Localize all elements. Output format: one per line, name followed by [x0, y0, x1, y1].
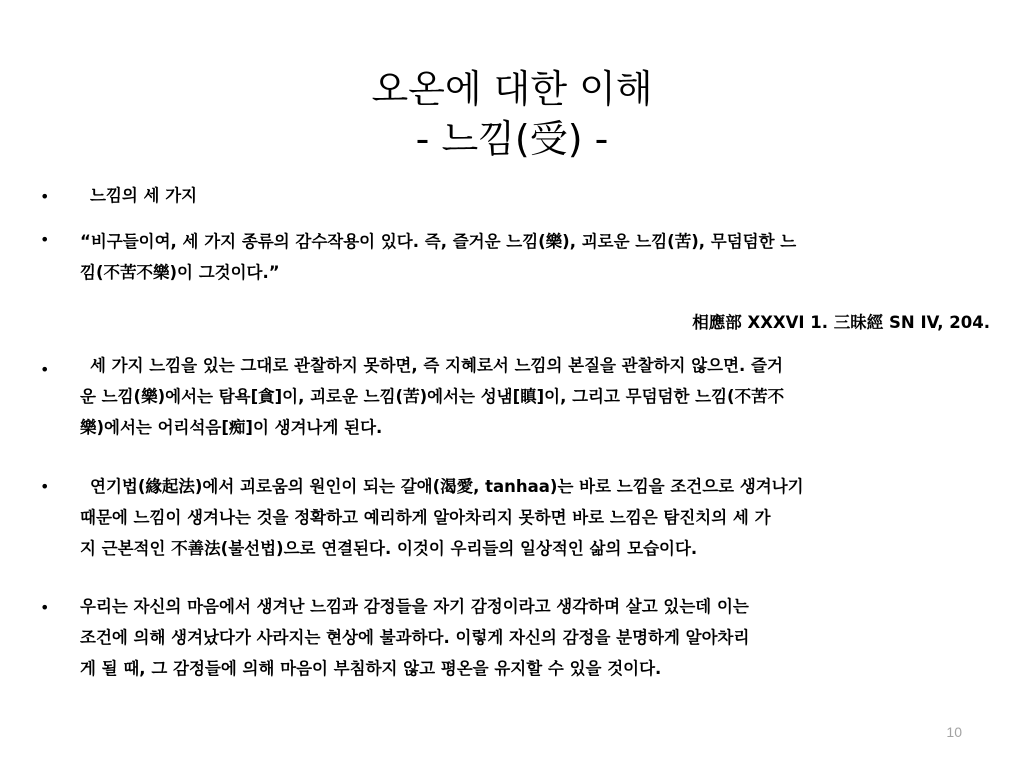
- bullet-marker: •: [40, 360, 50, 379]
- list-item: [80, 226, 992, 288]
- list-item-line: “비구들이여, 세 가지 종류의 감수작용이 있다. 즉, 즐거운 느낌(樂), 괴로운 느낌(苦), 무덤덤한 느: [80, 232, 797, 251]
- bullet-marker: •: [40, 477, 50, 496]
- bullet-marker: •: [40, 230, 50, 249]
- list-item-line: 우리는 자신의 마음에서 생겨난 느낌과 감정들을 자기 감정이라고 생각하며 살고 있는데 이는: [80, 597, 749, 616]
- list-item-line: 지 근본적인 不善法(불선법)으로 연결된다. 이것이 우리들의 일상적인 삶의 모습이다.: [80, 539, 698, 558]
- list-item-line: 느낌의 세 가지: [90, 186, 198, 205]
- bullet-marker: •: [40, 187, 50, 206]
- list-item: [80, 180, 1002, 211]
- list-item: [80, 471, 992, 564]
- slide-title: [0, 64, 1024, 164]
- list-item-line: 낌(不苦不樂)이 그것이다.”: [80, 263, 280, 282]
- list-item-line: 연기법(緣起法)에서 괴로움의 원인이 되는 갈애(渴愛, tanhaa)는 바로 느낌을 조건으로 생겨나기: [90, 477, 804, 496]
- list-item-line: 게 될 때, 그 감정들에 의해 마음이 부침하지 않고 평온을 유지할 수 있을 것이다.: [80, 659, 662, 678]
- list-item-line: 樂)에서는 어리석음[痴]이 생겨나게 된다.: [80, 418, 383, 437]
- list-item-line: 조건에 의해 생겨났다가 사라지는 현상에 불과하다. 이렇게 자신의 감정을 분명하게 알아차리: [80, 628, 750, 647]
- list-item-line: 세 가지 느낌을 있는 그대로 관찰하지 못하면, 즉 지혜로서 느낌의 본질을 관찰하지 않으면. 즐거: [90, 356, 783, 375]
- slide-title-line-2: - 느낌(受) -: [415, 117, 609, 161]
- bullet-marker: •: [40, 598, 50, 617]
- scripture-reference: 相應部 XXXVI 1. 三昧經 SN IV, 204.: [692, 313, 990, 332]
- page-number: 10: [946, 724, 962, 740]
- list-item-line: 때문에 느낌이 생겨나는 것을 정확하고 예리하게 알아차리지 못하면 바로 느낌은 탐진치의 세 가: [80, 508, 771, 527]
- list-item-line: 운 느낌(樂)에서는 탐욕[貪]이, 괴로운 느낌(苦)에서는 성냄[瞋]이, 그리고 무덤덤한 느낌(不苦不: [80, 387, 785, 406]
- list-item: [80, 350, 992, 443]
- slide-title-line-1: 오온에 대한 이해: [371, 67, 653, 111]
- list-item: [80, 591, 992, 684]
